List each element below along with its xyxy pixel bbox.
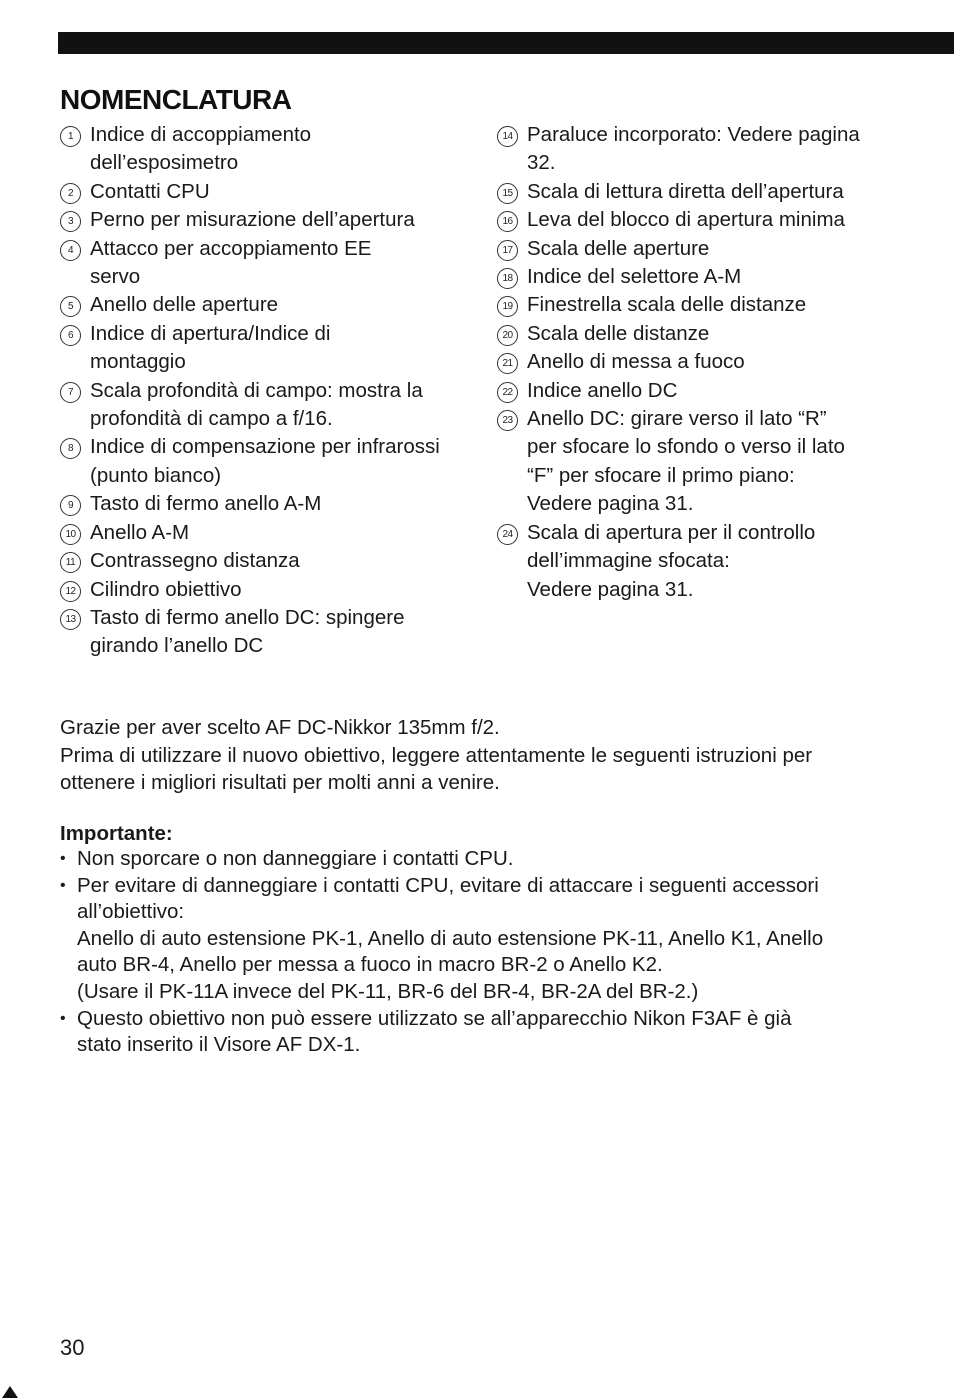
item-text: Anello delle aperture — [90, 293, 279, 317]
important-list — [60, 846, 922, 1059]
item-text: Vedere pagina 31. — [527, 577, 694, 601]
nomenclature-item — [60, 604, 485, 661]
nomenclature-item — [60, 519, 485, 547]
item-text: 32. — [527, 151, 556, 175]
bullet-text: Anello di auto estensione PK-1, Anello di auto estensione PK-11, Anello K1, Anello — [77, 926, 824, 950]
nomenclature-item — [497, 405, 927, 519]
item-text: Paraluce incorporato: Vedere pagina — [527, 123, 860, 146]
item-text: “F” per sfocare il primo piano: — [527, 463, 795, 487]
nomenclature-item — [497, 348, 927, 376]
bullet-text: stato inserito il Visore AF DX-1. — [77, 1033, 361, 1057]
item-number-badge: 7 — [60, 382, 81, 403]
item-number-badge: 3 — [60, 211, 81, 232]
nomenclature-item — [60, 121, 485, 178]
nomenclature-item — [497, 320, 927, 348]
item-text: profondità di campo a f/16. — [90, 407, 333, 431]
bullet-dot-icon: • — [60, 1009, 66, 1027]
nomenclature-item — [497, 377, 927, 405]
item-text: Attacco per accoppiamento EE — [90, 236, 372, 260]
header-bar — [58, 32, 954, 54]
item-number-badge: 8 — [60, 438, 81, 459]
intro-paragraph — [60, 714, 920, 797]
bullet-text: auto BR-4, Anello per messa a fuoco in macro BR-2 o Anello K2. — [77, 953, 663, 977]
item-text: Finestrella scala delle distanze — [527, 293, 807, 317]
nomenclature-item — [60, 206, 485, 234]
bullet-text: (Usare il PK-11A invece del PK-11, BR-6 del BR-4, BR-2A del BR-2.) — [77, 979, 699, 1003]
item-number-badge: 20 — [497, 325, 518, 346]
page-title: NOMENCLATURA — [60, 84, 292, 115]
item-number-badge: 11 — [60, 552, 81, 573]
nomenclature-item — [60, 235, 485, 292]
item-text: Indice di apertura/Indice di — [90, 321, 331, 345]
item-text: per sfocare lo sfondo o verso il lato — [527, 435, 845, 459]
item-number-badge: 13 — [60, 609, 81, 630]
item-text: Anello A-M — [90, 520, 190, 544]
nomenclature-item — [497, 121, 927, 178]
bullet-text: all’obiettivo: — [77, 900, 185, 924]
nomenclature-item — [60, 291, 485, 319]
item-text: dell’esposimetro — [90, 151, 239, 175]
important-bullet — [60, 873, 922, 1006]
nomenclature-item — [497, 206, 927, 234]
important-bullet — [60, 1006, 922, 1059]
intro-line: Grazie per aver scelto AF DC-Nikkor 135mm f/2. — [60, 716, 500, 739]
item-text: Scala di apertura per il controllo — [527, 520, 816, 544]
item-number-badge: 14 — [497, 126, 518, 147]
item-number-badge: 15 — [497, 183, 518, 204]
important-heading: Importante: — [60, 822, 173, 845]
bullet-text: Non sporcare o non danneggiare i contatti CPU. — [77, 847, 514, 870]
page-number: 30 — [60, 1335, 85, 1360]
bullet-dot-icon: • — [60, 876, 66, 894]
item-text: Indice del selettore A-M — [527, 265, 742, 289]
item-text: dell’immagine sfocata: — [527, 549, 730, 573]
item-text: (punto bianco) — [90, 463, 222, 487]
item-number-badge: 18 — [497, 268, 518, 289]
item-text: Scala delle distanze — [527, 321, 710, 345]
item-number-badge: 4 — [60, 240, 81, 261]
item-text: Indice anello DC — [527, 378, 678, 402]
nomenclature-item — [497, 519, 927, 604]
intro-line: ottenere i migliori risultati per molti anni a venire. — [60, 771, 500, 795]
item-number-badge: 6 — [60, 325, 81, 346]
nomenclature-item — [60, 377, 485, 434]
item-text: Anello DC: girare verso il lato “R” — [527, 407, 827, 431]
item-number-badge: 23 — [497, 410, 518, 431]
item-number-badge: 24 — [497, 524, 518, 545]
item-text: Anello di messa a fuoco — [527, 350, 745, 374]
item-text: Leva del blocco di apertura minima — [527, 208, 845, 232]
item-number-badge: 12 — [60, 581, 81, 602]
item-text: Contrassegno distanza — [90, 549, 300, 573]
important-bullet — [60, 846, 922, 873]
nomenclature-item — [60, 178, 485, 206]
item-text: Contatti CPU — [90, 179, 210, 203]
item-text: Tasto di fermo anello DC: spingere — [90, 605, 405, 629]
item-text: Scala profondità di campo: mostra la — [90, 378, 423, 402]
item-text: Indice di compensazione per infrarossi — [90, 435, 440, 459]
nomenclature-item — [497, 178, 927, 206]
item-number-badge: 16 — [497, 211, 518, 232]
item-text: Perno per misurazione dell’apertura — [90, 208, 415, 232]
item-number-badge: 17 — [497, 240, 518, 261]
item-text: Vedere pagina 31. — [527, 492, 694, 516]
nomenclature-item — [497, 235, 927, 263]
item-number-badge: 19 — [497, 296, 518, 317]
nomenclature-item — [60, 320, 485, 377]
intro-line: Prima di utilizzare il nuovo obiettivo, leggere attentamente le seguenti istruzioni per — [60, 743, 813, 767]
nomenclature-item — [60, 547, 485, 575]
item-text: girando l’anello DC — [90, 634, 264, 658]
item-number-badge: 22 — [497, 382, 518, 403]
item-text: Scala di lettura diretta dell’apertura — [527, 179, 844, 203]
bullet-text: Per evitare di danneggiare i contatti CPU, evitare di attaccare i seguenti accessori — [77, 873, 819, 897]
nomenclature-item — [497, 263, 927, 291]
nomenclature-item — [60, 576, 485, 604]
nomenclature-item — [60, 433, 485, 490]
nomenclature-item — [60, 490, 485, 518]
item-number-badge: 9 — [60, 495, 81, 516]
item-text: servo — [90, 265, 141, 289]
item-number-badge: 10 — [60, 524, 81, 545]
item-text: Cilindro obiettivo — [90, 577, 242, 601]
nomenclature-list-right — [497, 121, 927, 604]
item-number-badge: 2 — [60, 183, 81, 204]
item-text: Scala delle aperture — [527, 236, 710, 260]
nomenclature-item — [497, 291, 927, 319]
bullet-text: Questo obiettivo non può essere utilizzato se all’apparecchio Nikon F3AF è già — [77, 1006, 792, 1030]
nomenclature-list-left — [60, 121, 485, 661]
item-text: Tasto di fermo anello A-M — [90, 492, 322, 516]
item-number-badge: 1 — [60, 126, 81, 147]
bullet-dot-icon: • — [60, 850, 66, 867]
item-text: montaggio — [90, 350, 186, 374]
item-text: Indice di accoppiamento — [90, 123, 312, 146]
item-number-badge: 21 — [497, 353, 518, 374]
corner-mark — [2, 1386, 18, 1398]
item-number-badge: 5 — [60, 296, 81, 317]
